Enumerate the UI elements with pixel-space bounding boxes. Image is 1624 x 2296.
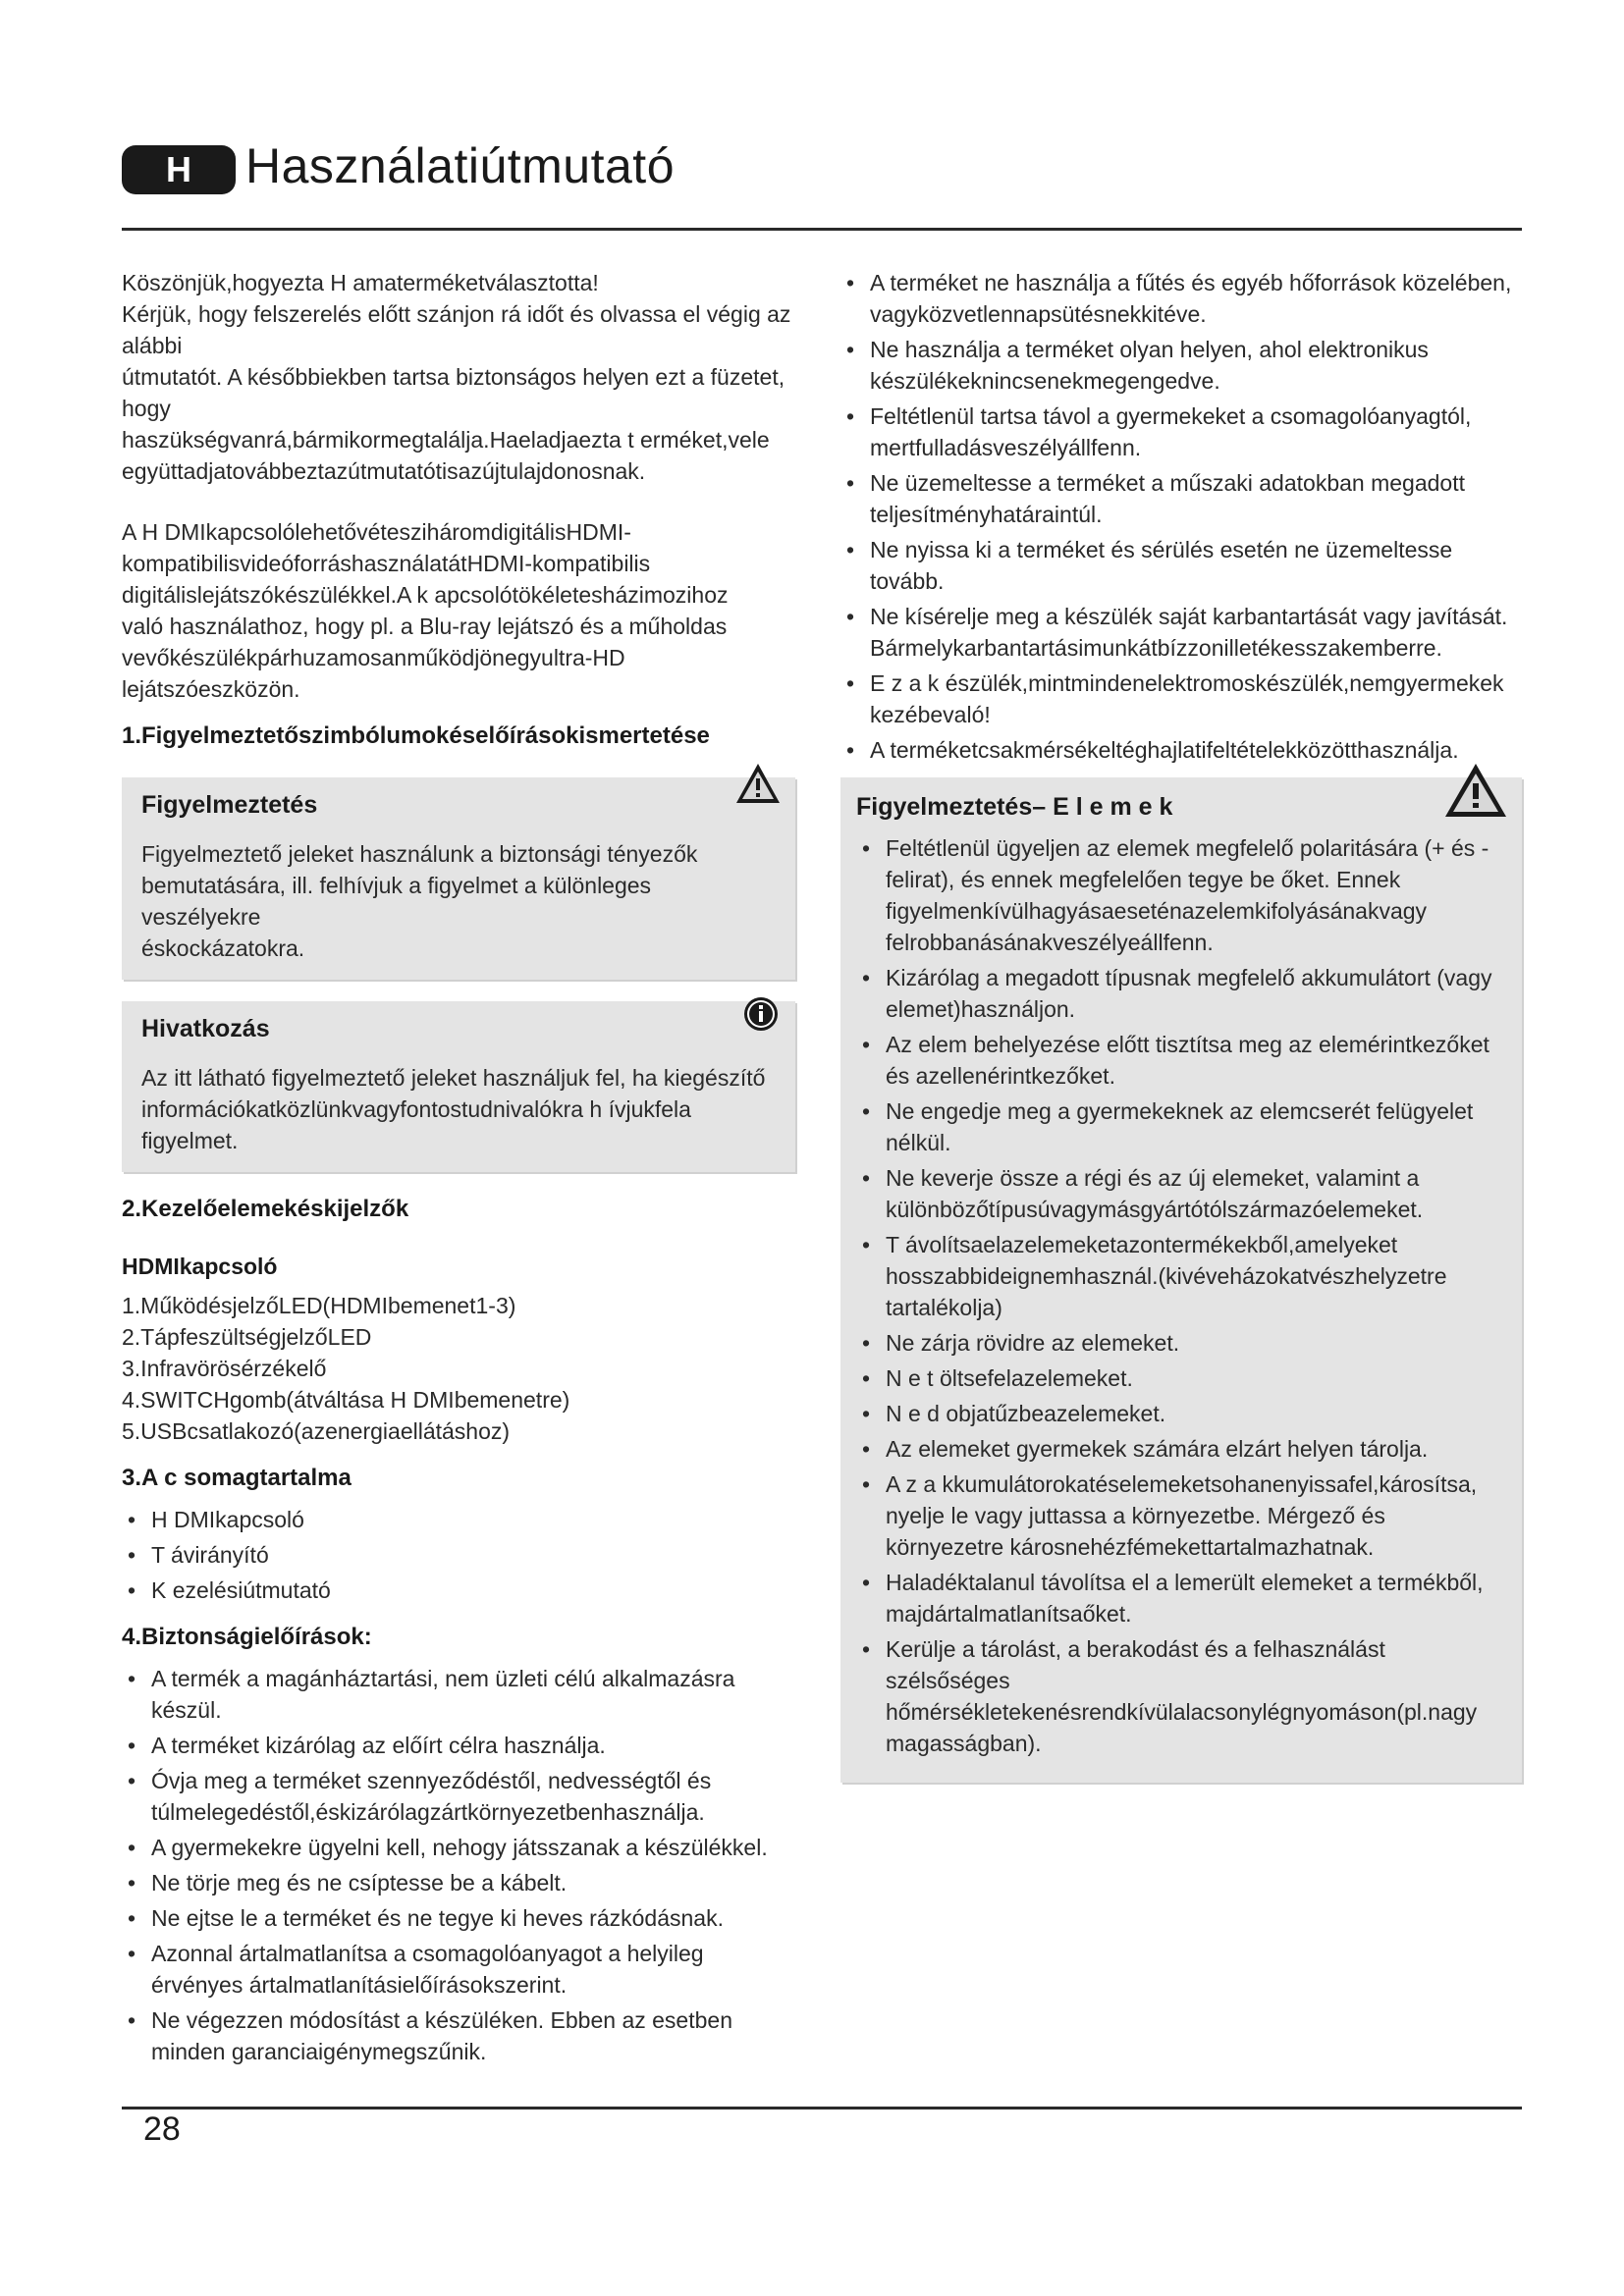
list-item: • Kerülje a tárolást, a berakodást és a felhasználást szélsőséges hőmérsékletekenésrendkívülalacsonylégnyomáson(pl.nagy magasságban). (856, 1633, 1506, 1759)
list-item: • Feltétlenül ügyeljen az elemek megfelelő polaritására (+ és - felirat), és ennek megfelelően tegye be őket. Ennek figyelmenkívülhagyásaesetén​azelemkifolyásánakvagy felrobbanásánakveszélyeállfenn. (856, 832, 1506, 958)
language-badge: H (122, 145, 236, 194)
list-item: • K ezelésiútmutató (122, 1575, 795, 1606)
list-item: • A terméketcsakmérsékeltéghajlatifeltételekközötthasználja. (840, 734, 1522, 766)
battery-warning-box (840, 777, 1522, 1783)
intro-thanks: Köszönjük,hogyezta H amaterméketválasztotta! (122, 270, 599, 295)
list-item: • A gyermekekre ügyelni kell, nehogy játsszanak a készülékkel. (122, 1832, 795, 1863)
list-item: • Feltétlenül tartsa távol a gyermekeket a csomagolóanyagtól, mertfulladásveszélyállfenn. (840, 400, 1522, 463)
info-icon (742, 995, 780, 1033)
list-item: • Haladéktalanul távolítsa el a lemerült elemeket a termékből, majdártalmatlanítsaőket. (856, 1567, 1506, 1629)
list-item: • Ne engedje meg a gyermekeknek az elemcserét felügyelet nélkül. (856, 1095, 1506, 1158)
description-line: való használathoz, hogy pl. a Blu-ray lejátszó és a műholdas (122, 614, 728, 639)
list-item: • Az elem behelyezése előtt tisztítsa meg az elemérintkezőket és azellenérintkezőket. (856, 1029, 1506, 1092)
warning-box (122, 777, 795, 980)
list-item: • Ne kísérelje meg a készülék saját karbantartását vagy javítását. Bármelykarbantartásimunkátbízzonilletékesszakemberre. (840, 601, 1522, 664)
list-item: • Ne ejtse le a terméket és ne tegye ki heves rázkódásnak. (122, 1902, 795, 1934)
description-line: kompatibilisvideóforráshasználatátHDMI-kompatibilis (122, 551, 651, 576)
list-item: • Azonnal ártalmatlanítsa a csomagolóanyagot a helyileg érvényes ártalmatlanításielőírásokszerint. (122, 1938, 795, 2001)
right-column (840, 267, 1522, 1798)
list-item: 3.Infravörösérzékelő (122, 1356, 327, 1381)
list-item: • T ávolítsaelazelemeketazontermékekből,amelyeket hosszabbideignemhasznál.(kivéveházokatvészhelyzetre tartalékolja) (856, 1229, 1506, 1323)
description-paragraph (122, 516, 795, 705)
list-item: • Ne nyissa ki a terméket és sérülés esetén ne üzemeltesse tovább. (840, 534, 1522, 597)
warning-triangle-icon (734, 762, 782, 805)
list-item: • A termék a magánháztartási, nem üzleti célú alkalmazásra készül. (122, 1663, 795, 1726)
intro-paragraph (122, 267, 795, 487)
list-item: • Az elemeket gyermekek számára elzárt helyen tárolja. (856, 1433, 1506, 1465)
list-item: • N e d objatűzbeazelemeket. (856, 1398, 1506, 1429)
safety-list-left (122, 1663, 795, 2067)
note-box-line: Az itt látható figyelmeztető jeleket használjuk fel, ha kiegészítő (141, 1065, 766, 1091)
intro-line: haszükségvanrá,bármikormegtalálja.Haeladjaezta t erméket,vele (122, 427, 770, 453)
note-box-title: Hivatkozás (141, 1015, 270, 1042)
package-list (122, 1504, 795, 1606)
section-heading-controls: 2.Kezelőelemekéskijelzők (122, 1196, 409, 1222)
warning-box-line: bemutatására, ill. felhívjuk a figyelmet a különleges veszélyekre (141, 873, 652, 930)
list-item: 1.MűködésjelzőLED(HDMIbemenet1-3) (122, 1293, 516, 1318)
description-line: A H DMIkapcsolólehetővéteszihárom​digitálisHDMI- (122, 519, 631, 545)
section-heading-symbols: 1.Figyelmeztetőszimbólumokéselőírásokismertetése (122, 722, 710, 749)
list-item: • A terméket ne használja a fűtés és egyéb hőforrások közelében, vagyközvetlennapsütésnekkitéve. (840, 267, 1522, 330)
warning-triangle-icon (1443, 762, 1508, 819)
list-item: • A z a kkumulátorokatéselemeketsohanenyissafel,károsítsa, nyelje le vagy juttassa a környezetbe. Mérgező és környezetre károsnehézfémekettartalmazhatnak. (856, 1468, 1506, 1563)
warning-box-line: éskockázatokra. (141, 935, 305, 961)
section-heading-safety: 4.Biztonságielőírások: (122, 1624, 372, 1650)
list-item: • H DMIkapcsoló (122, 1504, 795, 1535)
left-column (122, 267, 795, 2071)
list-item: • N e t öltsefelazelemeket. (856, 1362, 1506, 1394)
list-item: • T ávirányító (122, 1539, 795, 1571)
note-box (122, 1001, 795, 1172)
list-item: • A terméket kizárólag az előírt célra használja. (122, 1730, 795, 1761)
page-number: 28 (143, 2110, 181, 2148)
section-heading-package: 3.A c somagtartalma (122, 1465, 352, 1491)
list-item: 4.SWITCHgomb(átváltása H DMIbemenetre) (122, 1387, 570, 1413)
note-box-line: figyelmet. (141, 1128, 239, 1153)
list-item: • Ne törje meg és ne csíptesse be a kábelt. (122, 1867, 795, 1898)
list-item: 2.TápfeszültségjelzőLED (122, 1324, 372, 1350)
subheading-hdmi-switch: HDMIkapcsoló (122, 1254, 278, 1279)
warning-box-title: Figyelmeztetés (141, 791, 318, 819)
list-item: • Ne keverje össze a régi és az új elemeket, valamint a különbözőtípusúvagymásgyártótólszármazóelemeket. (856, 1162, 1506, 1225)
list-item: • Ne zárja rövidre az elemeket. (856, 1327, 1506, 1359)
note-box-line: információkatközlünkvagyfontostudnivalókra h ívjukfela (141, 1096, 691, 1122)
intro-line: együttadjatovábbeztazútmutatótisazújtulajdonosnak. (122, 458, 646, 484)
header-divider (122, 228, 1522, 231)
page-title: Használatiútmutató (245, 138, 676, 193)
battery-box-title: Figyelmeztetés– E l e m e k (856, 793, 1173, 821)
list-item: 5.USBcsatlakozó(azenergiaellátáshoz) (122, 1418, 511, 1444)
safety-list-right (840, 267, 1522, 766)
description-line: digitálislejátszókészülékkel.A k apcsolótökéletesházimozihoz (122, 582, 729, 608)
description-line: lejátszóeszközön. (122, 676, 300, 702)
list-item: • Kizárólag a megadott típusnak megfelelő akkumulátort (vagy elemet)használjon. (856, 962, 1506, 1025)
controls-list (122, 1290, 795, 1447)
list-item: • Ne használja a terméket olyan helyen, ahol elektronikus készülékeknincsenekmegengedve. (840, 334, 1522, 397)
list-item: • Ne üzemeltesse a terméket a műszaki adatokban megadott teljesítményhatáraintúl. (840, 467, 1522, 530)
description-line: vevőkészülékpárhuzamosanműködjönegyultra-HD (122, 645, 625, 670)
warning-box-line: Figyelmeztető jeleket használunk a biztonsági tényezők (141, 841, 698, 867)
list-item: • Ne végezzen módosítást a készüléken. Ebben az esetben minden garanciaigénymegszűnik. (122, 2004, 795, 2067)
page-header (122, 137, 1522, 232)
list-item: • Óvja meg a terméket szennyeződéstől, nedvességtől és túlmelegedéstől,éskizárólagzártkörnyezetbenhasználja. (122, 1765, 795, 1828)
battery-list (856, 832, 1506, 1759)
intro-line: útmutatót. A későbbiekben tartsa biztonságos helyen ezt a füzetet, hogy (122, 364, 785, 421)
intro-line: Kérjük, hogy felszerelés előtt szánjon rá időt és olvassa el végig az alábbi (122, 301, 791, 358)
list-item: • E z a k észülék,mintmindenelektromoskészülék,nemgyermekek kezébevaló! (840, 667, 1522, 730)
footer-divider (122, 2107, 1522, 2109)
